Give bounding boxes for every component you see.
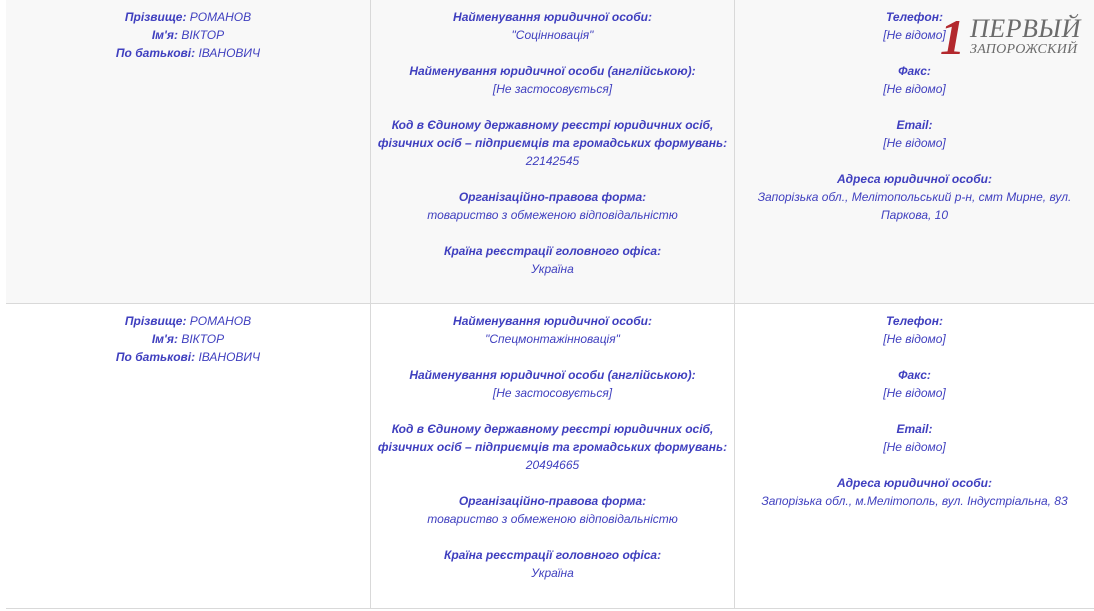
surname-line	[6, 312, 370, 330]
name-line	[6, 26, 370, 44]
edr-code-value: 20494665	[525, 458, 580, 472]
patronymic-line	[6, 348, 370, 366]
email-value: [Не відомо]	[883, 136, 946, 150]
head-office-country-value: Україна	[531, 262, 574, 276]
founder-cell	[6, 304, 370, 608]
patronymic-value: ІВАНОВИЧ	[198, 46, 261, 60]
table-row	[6, 304, 1094, 609]
legal-address-value: Запорізька обл., Мелітопольський р-н, смт Мирне, вул. Паркова, 10	[757, 190, 1072, 222]
entity-name-label: Найменування юридичної особи:	[453, 314, 652, 328]
pervyi-zaporozhskiy-logo	[940, 9, 1090, 65]
legal-address-value: Запорізька обл., м.Мелітополь, вул. Індустріальна, 83	[761, 494, 1068, 508]
registry-table	[6, 0, 1094, 611]
fax-value: [Не відомо]	[883, 386, 946, 400]
entity-name-en-label: Найменування юридичної особи (англійською):	[409, 64, 696, 78]
edr-code-label-2: фізичних осіб – підприємців та громадських формувань:	[377, 136, 728, 150]
edr-code-value: 22142545	[525, 154, 580, 168]
name-label: Ім'я:	[151, 28, 178, 42]
name-value: ВІКТОР	[181, 28, 225, 42]
head-office-country-value: Україна	[531, 566, 574, 580]
email-label: Email:	[896, 422, 933, 436]
logo-digit: 1	[940, 9, 965, 65]
legal-address-label: Адреса юридичної особи:	[836, 476, 993, 490]
entity-name-en-label: Найменування юридичної особи (англійською):	[409, 368, 696, 382]
email-label: Email:	[896, 118, 933, 132]
entity-cell	[370, 304, 734, 608]
entity-name-en-value: [Не застосовується]	[492, 386, 613, 400]
head-office-country-label: Країна реєстрації головного офіса:	[443, 548, 662, 562]
edr-code-label-1: Код в Єдиному державному реєстрі юридичних осіб,	[391, 422, 714, 436]
entity-cell	[370, 0, 734, 303]
phone-label: Телефон:	[885, 10, 943, 24]
table-row	[6, 0, 1094, 304]
entity-name-label: Найменування юридичної особи:	[453, 10, 652, 24]
fax-label: Факс:	[898, 368, 931, 382]
legal-form-value: товариство з обмеженою відповідальністю	[427, 512, 678, 526]
surname-line	[6, 8, 370, 26]
phone-value: [Не відомо]	[883, 332, 946, 346]
phone-value: [Не відомо]	[883, 28, 946, 42]
contacts-cell	[734, 304, 1094, 608]
logo-word-2: ЗАПОРОЖСКИЙ	[970, 42, 1078, 57]
surname-value: РОМАНОВ	[189, 10, 252, 24]
surname-label: Прізвище:	[124, 10, 187, 24]
entity-name-value: "Спецмонтажінновація"	[485, 332, 620, 346]
entity-name-en-value: [Не застосовується]	[492, 82, 613, 96]
fax-label: Факс:	[898, 64, 931, 78]
logo-word-1: ПЕРВЫЙ	[970, 14, 1081, 43]
surname-label: Прізвище:	[124, 314, 187, 328]
patronymic-label: По батькові:	[115, 46, 196, 60]
patronymic-label: По батькові:	[115, 350, 196, 364]
founder-cell	[6, 0, 370, 303]
legal-form-value: товариство з обмеженою відповідальністю	[427, 208, 678, 222]
name-value: ВІКТОР	[181, 332, 225, 346]
patronymic-line	[6, 44, 370, 62]
name-line	[6, 330, 370, 348]
head-office-country-label: Країна реєстрації головного офіса:	[443, 244, 662, 258]
edr-code-label-1: Код в Єдиному державному реєстрі юридичних осіб,	[391, 118, 714, 132]
patronymic-value: ІВАНОВИЧ	[198, 350, 261, 364]
entity-name-value: "Соцінновація"	[511, 28, 594, 42]
legal-form-label: Організаційно-правова форма:	[458, 190, 647, 204]
surname-value: РОМАНОВ	[189, 314, 252, 328]
name-label: Ім'я:	[151, 332, 178, 346]
legal-address-label: Адреса юридичної особи:	[836, 172, 993, 186]
phone-label: Телефон:	[885, 314, 943, 328]
email-value: [Не відомо]	[883, 440, 946, 454]
fax-value: [Не відомо]	[883, 82, 946, 96]
legal-form-label: Організаційно-правова форма:	[458, 494, 647, 508]
edr-code-label-2: фізичних осіб – підприємців та громадських формувань:	[377, 440, 728, 454]
